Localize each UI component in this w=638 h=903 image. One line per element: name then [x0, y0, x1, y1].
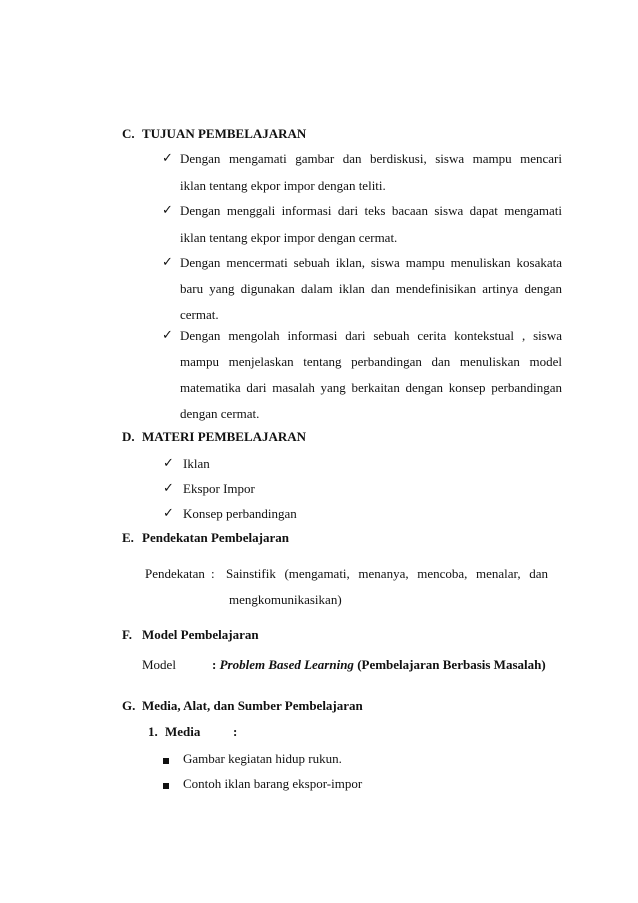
section-title: Model Pembelajaran — [142, 627, 259, 642]
model-colon: : — [212, 657, 217, 672]
checkmark-icon: ✓ — [163, 481, 174, 496]
objective-3-line-1: Dengan mencermati sebuah iklan, siswa mampu menuliskan kosakata — [180, 255, 562, 270]
approach-colon: : — [211, 566, 215, 581]
model-name-italic: Problem Based Learning — [219, 657, 354, 672]
model-label: Model — [142, 657, 176, 672]
media-item: Contoh iklan barang ekspor-impor — [183, 776, 363, 791]
sub-number: 1. — [148, 724, 158, 739]
sub-title: Media — [165, 724, 201, 739]
section-letter: C. — [122, 126, 135, 141]
section-letter: G. — [122, 698, 136, 713]
model-name-translation: (Pembelajaran Berbasis Masalah) — [357, 657, 546, 672]
objective-4-line-4: dengan cermat. — [180, 406, 260, 421]
objective-2-line-1: Dengan menggali informasi dari teks bacaan siswa dapat mengamati — [180, 203, 562, 218]
objective-4-line-2: mampu menjelaskan tentang perbandingan dan menuliskan model — [180, 354, 562, 369]
section-title: Pendekatan Pembelajaran — [142, 530, 289, 545]
section-g-heading — [122, 698, 363, 714]
approach-value-line-1: Sainstifik (mengamati, menanya, mencoba, menalar, dan — [226, 566, 548, 581]
objective-1-line-1: Dengan mengamati gambar dan berdiskusi, siswa mampu mencari — [180, 151, 562, 166]
section-title: MATERI PEMBELAJARAN — [142, 429, 307, 444]
section-e-heading — [122, 530, 289, 546]
objective-4-line-3: matematika dari masalah yang berkaitan dengan konsep perbandingan — [180, 380, 562, 395]
objective-3-line-3: cermat. — [180, 307, 219, 322]
checkmark-icon: ✓ — [162, 328, 173, 343]
model-value — [212, 657, 546, 673]
objective-1-line-2: iklan tentang ekpor impor dengan teliti. — [180, 178, 386, 193]
media-item: Gambar kegiatan hidup rukun. — [183, 751, 342, 766]
section-c-heading — [122, 126, 306, 142]
material-label: Iklan — [183, 456, 210, 471]
square-bullet-icon — [163, 783, 169, 789]
section-d-heading — [122, 429, 306, 445]
sub-colon: : — [233, 724, 238, 739]
checkmark-icon: ✓ — [162, 255, 173, 270]
checkmark-icon: ✓ — [162, 151, 173, 166]
checkmark-icon: ✓ — [162, 203, 173, 218]
checkmark-icon: ✓ — [163, 456, 174, 471]
objective-2-line-2: iklan tentang ekpor impor dengan cermat. — [180, 230, 398, 245]
approach-label: Pendekatan — [145, 566, 205, 581]
square-bullet-icon — [163, 758, 169, 764]
checkmark-icon: ✓ — [163, 506, 174, 521]
section-title: Media, Alat, dan Sumber Pembelajaran — [142, 698, 363, 713]
objective-3-line-2: baru yang digunakan dalam iklan dan mendefinisikan artinya dengan — [180, 281, 562, 296]
objective-4-line-1: Dengan mengolah informasi dari sebuah cerita kontekstual , siswa — [180, 328, 562, 343]
section-title: TUJUAN PEMBELAJARAN — [142, 126, 307, 141]
material-label: Ekspor Impor — [183, 481, 255, 496]
section-letter: E. — [122, 530, 134, 545]
material-label: Konsep perbandingan — [183, 506, 297, 521]
section-letter: D. — [122, 429, 135, 444]
section-f-heading — [122, 627, 259, 643]
approach-value-line-2: mengkomunikasikan) — [229, 592, 342, 607]
section-letter: F. — [122, 627, 132, 642]
